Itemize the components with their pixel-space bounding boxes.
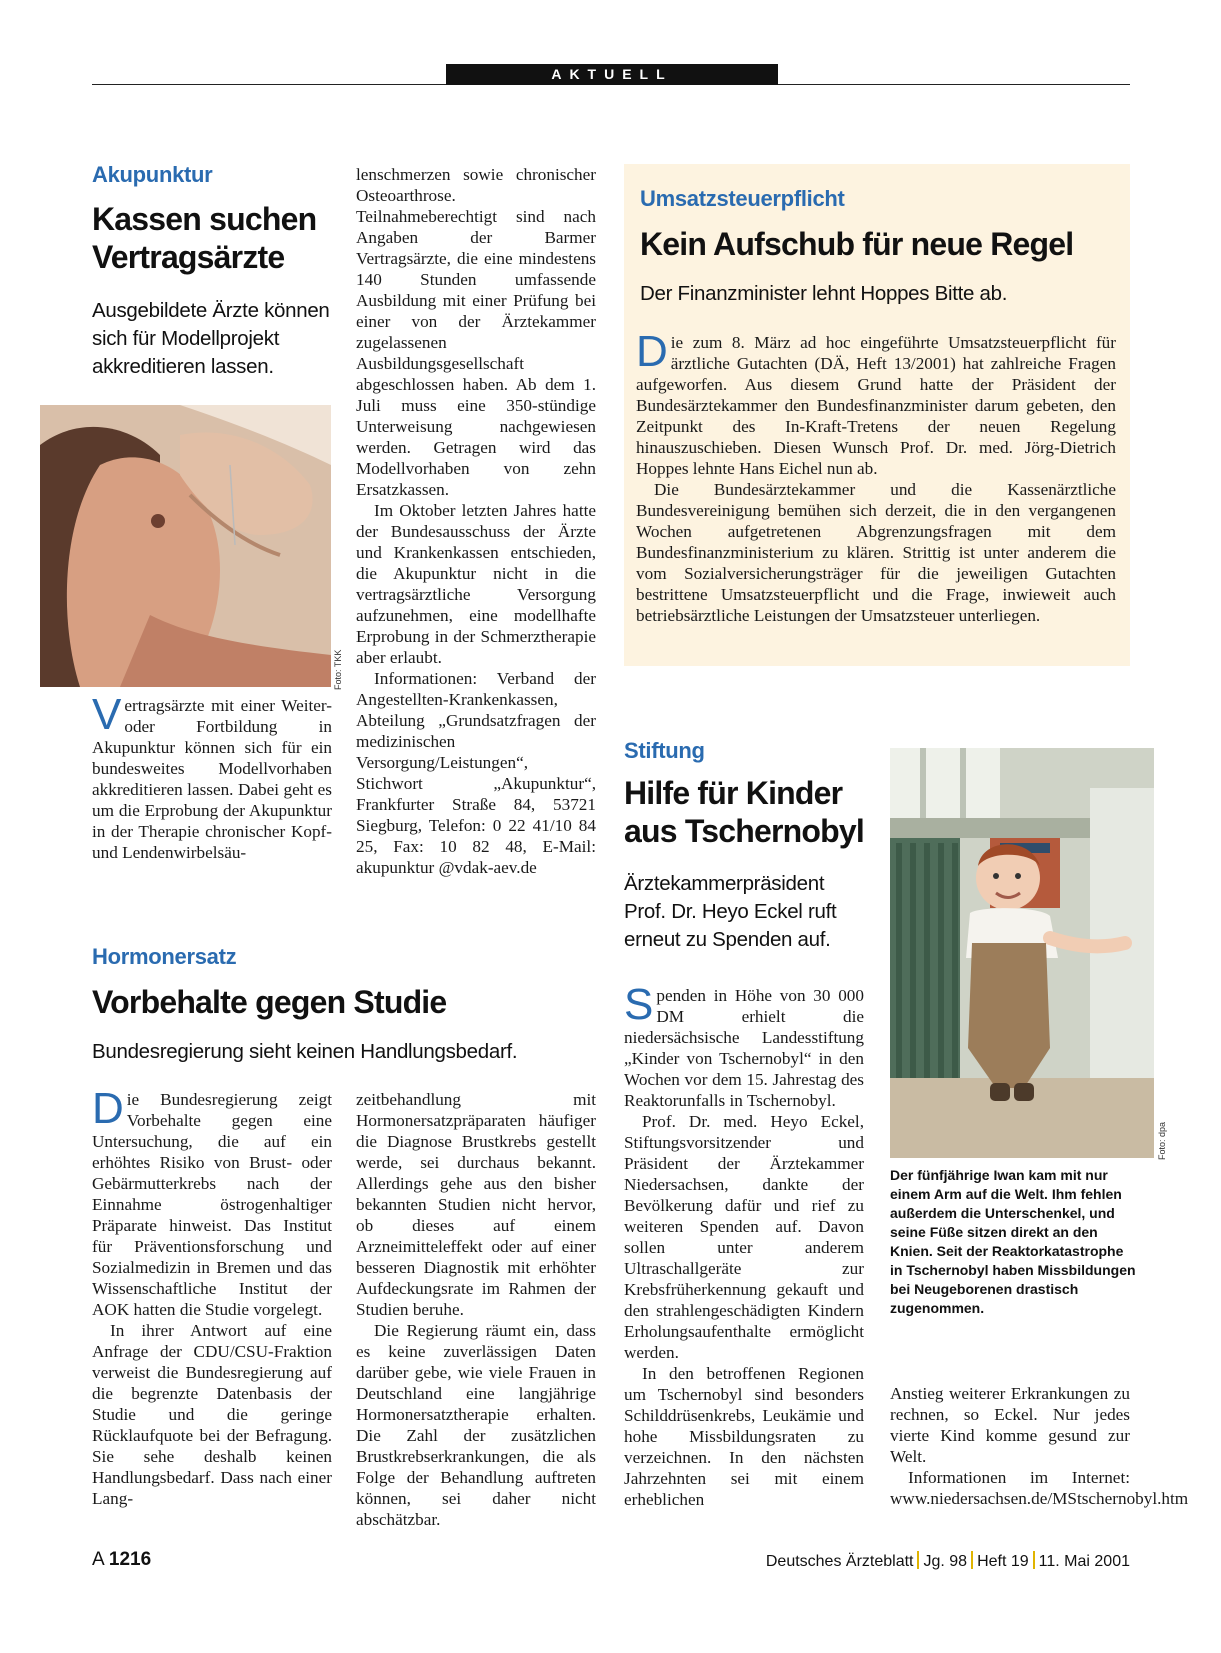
hormonersatz-kicker: Hormonersatz	[92, 944, 237, 969]
umsatzsteuer-kicker: Umsatzsteuerpflicht	[640, 186, 845, 211]
hormonersatz-headline: Vorbehalte gegen Studie	[92, 984, 447, 1020]
hormonersatz-paragraph-1: Die Bundesregierung zeigt Vorbehalte gegen eine Untersuchung, die auf ein erhöhtes Risiko von Brust- oder Gebärmutterkrebs nach der Einnahme östrogenhaltiger Präparate hinweist. Das Institut für Präventionsforschung und Sozialmedizin in Bremen und das Wissenschaftliche Institut der AOK hatten die Studie vorgelegt.	[92, 1084, 332, 1319]
journal-footer	[766, 1551, 1130, 1571]
journal-volume: Jg. 98	[923, 1553, 968, 1570]
akupunktur-paragraph-2: lenschmerzen sowie chronischer Osteoarthrose. Teilnahmeberechtigt sind nach Angaben der Barmer Vertragsärzte, die eine mindestens 140 Stunden umfassende Ausbildung mit einer Prüfung bei einer von der Ärztekammer zugelassenen Ausbildungsgesellschaft abgeschlossen haben. Ab dem 1. Juli muss eine 350-stündige Unterweisung nachgewiesen werden. Getragen wird das Modellvorhaben von zehn Ersatzkassen.	[356, 165, 596, 499]
stiftung-column-1	[624, 980, 864, 1510]
akupunktur-headline: Kassen suchen Vertragsärzte	[92, 201, 317, 275]
acupuncture-photo-credit: Foto: TKK	[333, 649, 343, 690]
hormonersatz-paragraph-3: zeitbehandlung mit Hormonersatzpräparaten häufiger die Diagnose Brustkrebs gestellt werde, sei durchaus bekannt. Allerdings gehe aus den bisher bekannten Studien nicht hervor, ob dieses auf einem Arzneimitteleffekt oder auf einer besseren Diagnostik mit erhöhter Aufdeckungsrate im Rahmen der Studien beruhe.	[356, 1090, 596, 1319]
child-photo-illustration	[890, 748, 1154, 1158]
stiftung-paragraph-2: Prof. Dr. med. Heyo Eckel, Stiftungsvorsitzender und Präsident der Ärztekammer Niedersachsen, dankte der Bevölkerung dafür und rief zu weiteren Spenden auf. Davon sollen unter anderem Ultraschallgeräte zur Krebsfrüherkennung gekauft und den strahlengeschädigten Kindern Erholungsaufenthalte ermöglicht werden.	[624, 1112, 864, 1362]
stiftung-kicker: Stiftung	[624, 738, 705, 763]
section-label	[446, 64, 778, 85]
stiftung-paragraph-3: In den betroffenen Regionen um Tschernobyl sind besonders Schilddrüsenkrebs, Leukämie und hohe Missbildungsraten zu verzeichnen. In den nächsten Jahrzehnten sei mit einem erheblichen	[624, 1364, 864, 1509]
page-number-value: 1216	[108, 1549, 152, 1570]
umsatzsteuer-deck: Der Finanzminister lehnt Hoppes Bitte ab.	[640, 282, 1008, 305]
section-label-text: AKTUELL	[551, 66, 673, 82]
umsatzsteuer-paragraph-1: Die zum 8. März ad hoc eingeführte Umsatzsteuerpflicht für ärztliche Gutachten (DÄ, Heft 13/2001) hat zahlreiche Fragen aufgeworfen. Aus diesem Grund hatte der Präsident der Bundesärztekammer den Bundesfinanzminister darum gebeten, den Zeitpunkt des In-Kraft-Tretens der neuen Regelung hinauszuschieben. Diesen Wunsch Prof. Dr. med. Jörg-Dietrich Hoppes lehnte Hans Eichel nun ab.	[636, 327, 1116, 478]
acupuncture-photo	[40, 405, 331, 687]
stiftung-column-2	[890, 1383, 1189, 1509]
acupuncture-photo-illustration	[40, 405, 331, 687]
stiftung-paragraph-5: Informationen im Internet: www.niedersachsen.de/MStschernobyl.htm	[890, 1468, 1189, 1508]
umsatzsteuer-headline: Kein Aufschub für neue Regel	[640, 226, 1074, 262]
hormonersatz-paragraph-2: In ihrer Antwort auf eine Anfrage der CDU/CSU-Fraktion verweist die Bundesregierung auf die begrenzte Datenbasis der Studie und die geringe Rücklaufquote bei der Befragung. Sie sehe deshalb keinen Handlungsbedarf. Dass nach einer Lang-	[92, 1321, 332, 1508]
hormonersatz-paragraph-4: Die Regierung räumt ein, dass es keine zuverlässigen Daten darüber gebe, wie viele Frauen in Deutschland eine langjährige Hormonersatztherapie erhalten. Die Zahl der zusätzlichen Brustkrebserkrankungen, die als Folge der Behandlung auftreten können, sei daher nicht abschätzbar.	[356, 1321, 596, 1529]
umsatzsteuer-paragraph-2: Die Bundesärztekammer und die Kassenärztliche Bundesvereinigung bemühen sich derzeit, die in den vergangenen Wochen aufgetretenen Abgrenzungsfragen mit dem Bundesfinanzministerium zu klären. Strittig ist unter anderem die vom Sozialversicherungsträger für die jeweiligen Gutachten bestrittene Umsatzsteuerpflicht und die Frage, inwieweit auch betriebsärztliche Leistungen der Umsatzsteuer unterliegen.	[636, 480, 1116, 625]
akupunktur-paragraph-4: Informationen: Verband der Angestellten-Krankenkassen, Abteilung „Grundsatzfragen der medizinischen Versorgung/Leistungen“, Stichwort „Akupunktur“, Frankfurter Straße 84, 53721 Siegburg, Telefon: 0 22 41/10 84 25, Fax: 10 82 48, E-Mail: akupunktur @vdak-aev.de	[356, 669, 596, 877]
akupunktur-deck: Ausgebildete Ärzte können sich für Modellprojekt akkreditieren lassen.	[92, 299, 330, 378]
stiftung-paragraph-1: Spenden in Höhe von 30 000 DM erhielt die niedersächsische Landesstiftung „Kinder von Tschernobyl“ in den Wochen vor dem 15. Jahrestag des Reaktorunfalls in Tschernobyl.	[624, 980, 864, 1110]
hormonersatz-column-2	[356, 1089, 596, 1530]
akupunktur-paragraph-3: Im Oktober letzten Jahres hatte der Bundesausschuss der Ärzte und Krankenkassen entschieden, die Akupunktur nicht in die vertragsärztliche Versorgung aufzunehmen, eine modellhafte Erprobung in der Schmerztherapie aber erlaubt.	[356, 501, 596, 667]
stiftung-paragraph-4: Anstieg weiterer Erkrankungen zu rechnen, so Eckel. Nur jedes vierte Kind komme gesund zur Welt.	[890, 1384, 1130, 1466]
umsatzsteuer-body	[636, 327, 1116, 626]
akupunktur-column-1	[92, 690, 332, 863]
akupunktur-paragraph-1: Vertragsärzte mit einer Weiter- oder Fortbildung in Akupunktur können sich für ein bundesweites Modellvorhaben akkreditieren lassen. Dabei geht es um die Erprobung der Akupunktur in der Therapie chronischer Kopf- und Lendenwirbelsäu-	[92, 690, 332, 862]
stiftung-headline: Hilfe für Kinder aus Tschernobyl	[624, 775, 864, 849]
page-number	[92, 1549, 151, 1571]
stiftung-deck: Ärztekammerpräsident Prof. Dr. Heyo Eckel ruft erneut zu Spenden auf.	[624, 872, 837, 951]
child-photo-caption: Der fünfjährige Iwan kam mit nur einem Arm auf die Welt. Ihm fehlen außerdem die Unterschenkel, und seine Füße sitzen direkt an den Knien. Seit der Reaktorkatastrophe in Tschernobyl haben Missbildungen bei Neugeborenen drastisch zugenommen.	[890, 1167, 1136, 1316]
akupunktur-kicker: Akupunktur	[92, 162, 213, 187]
footer-separator	[971, 1551, 973, 1569]
hormonersatz-column-1	[92, 1084, 332, 1509]
journal-date: 11. Mai 2001	[1038, 1553, 1130, 1570]
child-photo-credit: Foto: dpa	[1157, 1121, 1167, 1160]
child-photo	[890, 748, 1154, 1158]
journal-name: Deutsches Ärzteblatt	[765, 1553, 914, 1570]
footer-separator	[917, 1551, 919, 1569]
hormonersatz-deck: Bundesregierung sieht keinen Handlungsbedarf.	[92, 1040, 518, 1063]
page-prefix: A	[92, 1549, 104, 1570]
akupunktur-column-2	[356, 164, 596, 878]
journal-issue: Heft 19	[977, 1553, 1029, 1570]
footer-separator	[1033, 1551, 1035, 1569]
